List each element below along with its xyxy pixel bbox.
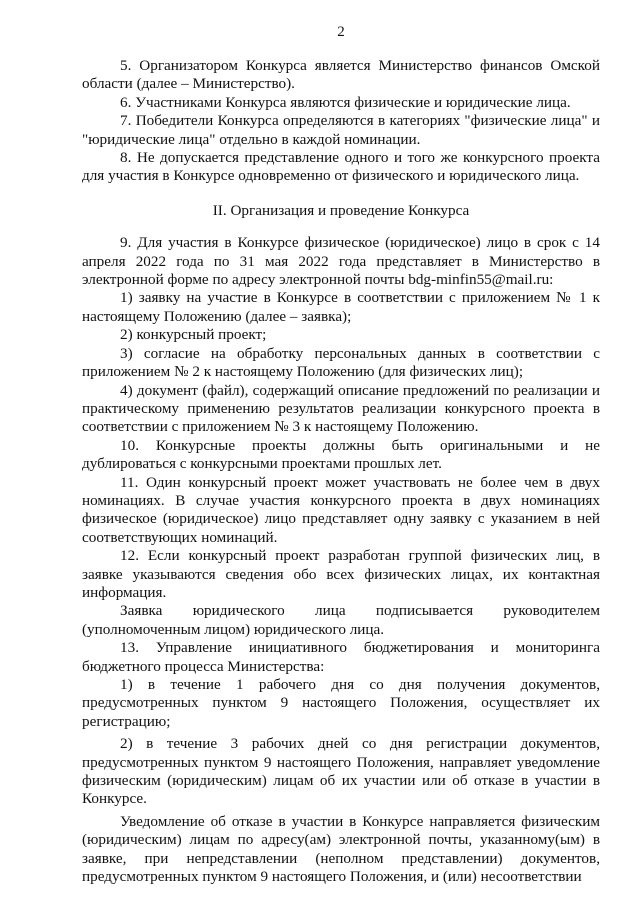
- paragraph-9-item-2: 2) конкурсный проект;: [120, 326, 267, 344]
- paragraph-8: 8. Не допускается представление одного и того же конкурсного проекта для участия в Конкурсе одновременно от физического и юридического лица.: [82, 149, 600, 185]
- paragraph-7: 7. Победители Конкурса определяются в категориях "физические лица" и "юридические лица" отдельно в каждой номинации.: [82, 112, 600, 148]
- paragraph-12: 12. Если конкурсный проект разработан группой физических лиц, в заявке указываются сведения обо всех физических лицах, их контактная информация.: [82, 547, 600, 601]
- paragraph-13-item-2: 2) в течение 3 рабочих дней со дня регистрации документов, предусмотренных пунктом 9 настоящего Положения, направляет уведомление физическим (юридическим) лицам об их участии или об отказе в участии в Конкурсе.: [82, 735, 600, 808]
- paragraph-13: 13. Управление инициативного бюджетирования и мониторинга бюджетного процесса Министерства:: [82, 639, 600, 675]
- body-text-after: [82, 234, 600, 886]
- page-number: 2: [337, 24, 345, 40]
- paragraph-9-item-1: 1) заявку на участие в Конкурсе в соответствии с приложением № 1 к настоящему Положению (далее – заявка);: [82, 289, 600, 325]
- paragraph-6: 6. Участниками Конкурса являются физические и юридические лица.: [120, 93, 571, 111]
- paragraph-13-notice: Уведомление об отказе в участии в Конкурсе направляется физическим (юридическим) лицам по адресу(ам) электронной почты, указанному(ым) в заявке, при непредставлении (неполном представлении) документов, предусмотренных пунктом 9 настоящего Положения, и (или) несоответствии: [82, 812, 600, 886]
- body-text-before: [82, 57, 600, 186]
- paragraph-11: 11. Один конкурсный проект может участвовать не более чем в двух номинациях. В случае участия конкурсного проекта в двух номинациях физическое (юридическое) лицо представляет одну заявку с указанием в ней соответствующих номинаций.: [82, 473, 600, 546]
- paragraph-10: 10. Конкурсные проекты должны быть оригинальными и не дублироваться с конкурсными проектами прошлых лет.: [82, 436, 600, 473]
- section-heading: II. Организация и проведение Конкурса: [212, 201, 470, 219]
- paragraph-12-note: Заявка юридического лица подписывается руководителем (уполномоченным лицом) юридического лица.: [82, 602, 600, 638]
- paragraph-13-item-1: 1) в течение 1 рабочего дня со дня получения документов, предусмотренных пунктом 9 настоящего Положения, осуществляет их регистрацию;: [82, 676, 600, 730]
- paragraph-9: 9. Для участия в Конкурсе физическое (юридическое) лицо в срок с 14 апреля 2022 года по 31 мая 2022 года представляет в Министерство в электронной форме по адресу электронной почты bdg-minfin55@mail.ru:: [82, 234, 600, 289]
- paragraph-9-item-3: 3) согласие на обработку персональных данных в соответствии с приложением № 2 к настоящему Положению (для физических лиц);: [82, 344, 600, 381]
- paragraph-5: 5. Организатором Конкурса является Министерство финансов Омской области (далее – Министерство).: [82, 57, 600, 93]
- paragraph-9-item-4: 4) документ (файл), содержащий описание предложений по реализации и практическому применению результатов реализации конкурсного проекта в соответствии с приложением № 3 к настоящему Положению.: [82, 381, 600, 436]
